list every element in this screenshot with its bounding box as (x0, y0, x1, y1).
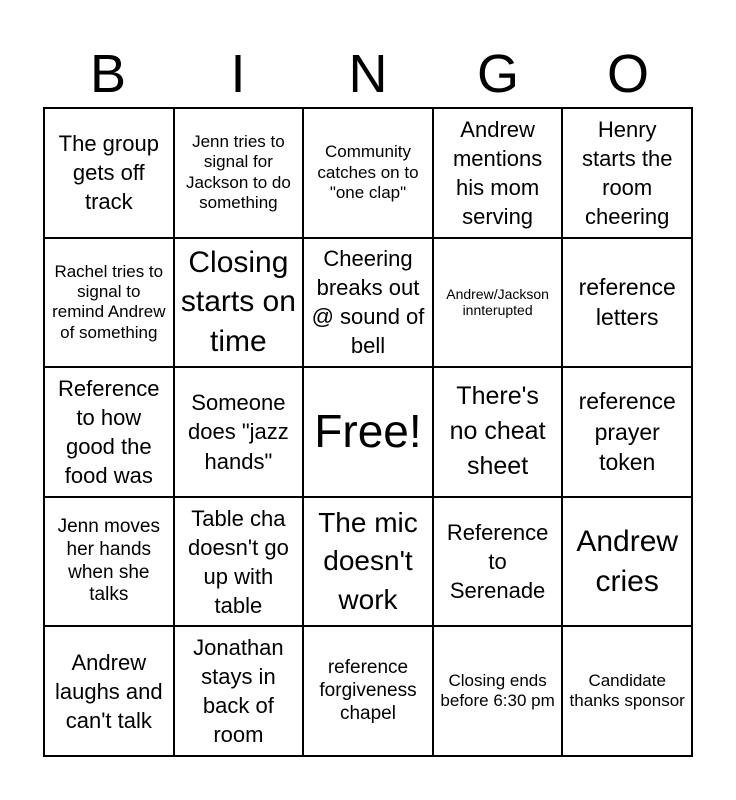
bingo-cell[interactable]: Henry starts the room cheering (562, 108, 692, 238)
bingo-cell[interactable]: Reference to Serenade (433, 497, 563, 627)
header-letter-n: N (348, 44, 388, 104)
bingo-cell[interactable]: Andrew/Jackson innterupted (433, 238, 563, 368)
bingo-cell[interactable]: There's no cheat sheet (433, 367, 563, 497)
bingo-cell[interactable]: The mic doesn't work (303, 497, 433, 627)
free-space-cell[interactable]: Free! (303, 367, 433, 497)
header-letter-b: B (89, 44, 127, 104)
bingo-cell[interactable]: Candidate thanks sponsor (562, 626, 692, 756)
bingo-cell[interactable]: Community catches on to "one clap" (303, 108, 433, 238)
bingo-header (43, 40, 693, 108)
bingo-cell[interactable]: Jenn moves her hands when she talks (44, 497, 174, 627)
bingo-cell[interactable]: Andrew laughs and can't talk (44, 626, 174, 756)
bingo-cell[interactable]: The group gets off track (44, 108, 174, 238)
bingo-cell[interactable]: reference prayer token (562, 367, 692, 497)
header-letter-g: G (476, 44, 519, 104)
bingo-cell[interactable]: Someone does "jazz hands" (174, 367, 304, 497)
bingo-cell[interactable]: Jonathan stays in back of room (174, 626, 304, 756)
bingo-cell[interactable]: Cheering breaks out @ sound of bell (303, 238, 433, 368)
bingo-cell[interactable]: reference forgiveness chapel (303, 626, 433, 756)
bingo-cell[interactable]: Andrew mentions his mom serving (433, 108, 563, 238)
header-letter-i: I (230, 44, 246, 104)
bingo-cell[interactable]: Jenn tries to signal for Jackson to do something (174, 108, 304, 238)
bingo-cell[interactable]: Closing ends before 6:30 pm (433, 626, 563, 756)
bingo-cell[interactable]: Andrew cries (562, 497, 692, 627)
bingo-cell[interactable]: Table cha doesn't go up with table (174, 497, 304, 627)
bingo-cell[interactable]: Reference to how good the food was (44, 367, 174, 497)
header-letter-o: O (606, 44, 649, 104)
bingo-cell[interactable]: Closing starts on time (174, 238, 304, 368)
bingo-cell[interactable]: reference letters (562, 238, 692, 368)
bingo-cell[interactable]: Rachel tries to signal to remind Andrew of something (44, 238, 174, 368)
bingo-board (43, 107, 693, 757)
